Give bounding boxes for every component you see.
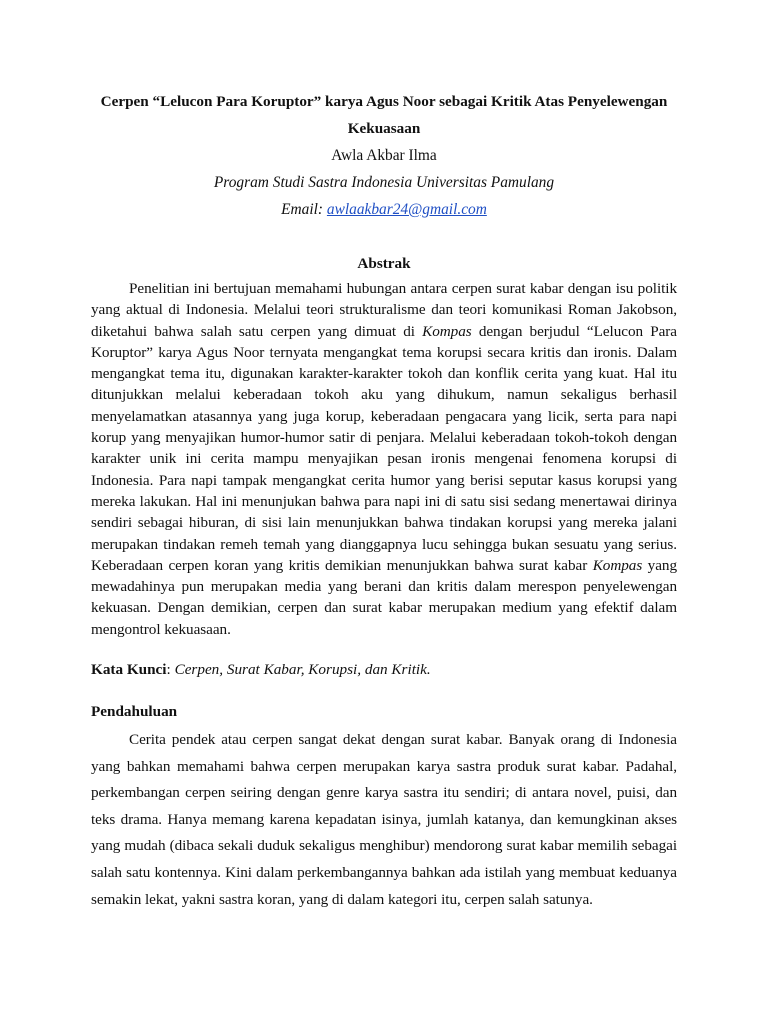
keywords-value: Cerpen, Surat Kabar, Korupsi, dan Kritik. bbox=[174, 661, 431, 679]
abstract-kompas-1: Kompas bbox=[422, 322, 472, 340]
abstract-heading: Abstrak bbox=[357, 255, 411, 272]
author-name: Awla Akbar Ilma bbox=[331, 147, 437, 164]
keywords-separator: : bbox=[166, 661, 175, 679]
introduction-paragraph: Cerita pendek atau cerpen sangat dekat dengan surat kabar. Banyak orang di Indonesia yang bahkan memahami bahwa cerpen merupakan karya sastra produk surat kabar. Padahal, perkembangan cerpen seiring dengan genre karya sastra itu sendiri; di antara novel, puisi, dan teks drama. Hanya memang karena kepadatan isinya, jumlah katanya, dan kemungkinan akses yang mudah (dibaca sekali duduk sekaligus menghibur) mendorong surat kabar memilih sebagai salah satu kontennya. Kini dalam perkembangannya bahkan ada istilah yang membuat keduanya semakin lekat, yakni sastra koran, yang di dalam kategori itu, cerpen salah satunya. bbox=[91, 731, 677, 908]
email-line bbox=[91, 196, 677, 223]
author-affiliation: Program Studi Sastra Indonesia Universitas Pamulang bbox=[213, 174, 555, 191]
abstract-text-part-2: dengan berjudul “Lelucon Para Koruptor” karya Agus Noor ternyata mengangkat tema korupsi secara kritis dan ironis. Dalam mengangkat tema itu, digunakan karakter-karakter tokoh dan konflik cerita yang kuat. Hal itu ditunjukkan melalui keberadaan tokoh aku yang dihukum, namun sekaligus berhasil menyelamatkan atasannya yang juga korup, keberadaan pengacara yang licik, serta para napi korup yang menyajikan humor-humor satir di penjara. Melalui keberadaan tokoh-tokoh dengan karakter unik ini cerita mampu menyajikan pesan ironis mengenai fenomena korupsi di Indonesia. Para napi tampak mengangkat cerita humor yang berisi seputar kasus korupsi yang mereka lakukan. Hal ini menunjukan bahwa para napi ini di satu sisi sedang menertawai dirinya sendiri sebagai hiburan, di sisi lain menunjukkan bahwa tindakan korupsi yang mereka jalani merupakan tindakan remeh temah yang dianggapnya lucu sehingga bukan sesuatu yang serius. Keberadaan cerpen koran yang kritis demikian menunjukkan bahwa surat kabar bbox=[91, 322, 677, 574]
abstract-text-part-3: yang mewadahinya pun merupakan media yang berani dan kritis dalam merespon penyelewengan kekuasan. Dengan demikian, cerpen dan surat kabar merupakan medium yang efektif dalam mengontrol kekuasaan. bbox=[91, 556, 677, 638]
introduction-heading: Pendahuluan bbox=[91, 703, 178, 721]
email-link[interactable]: awlaakbar24@gmail.com bbox=[326, 201, 487, 218]
keywords-line bbox=[91, 659, 677, 681]
abstract-kompas-2: Kompas bbox=[592, 556, 643, 574]
email-label: Email: bbox=[281, 201, 327, 218]
paper-title: Cerpen “Lelucon Para Koruptor” karya Agus Noor sebagai Kritik Atas Penyelewengan Kekuasaan bbox=[100, 93, 668, 137]
abstract-paragraph bbox=[91, 278, 677, 640]
abstract-text-part-1: Penelitian ini bertujuan memahami hubungan antara cerpen surat kabar dengan isu politik yang aktual di Indonesia. Melalui teori strukturalisme dan teori komunikasi Roman Jakobson, diketahui bahwa salah satu cerpen yang dimuat di bbox=[91, 280, 677, 340]
keywords-label: Kata Kunci bbox=[91, 661, 167, 679]
